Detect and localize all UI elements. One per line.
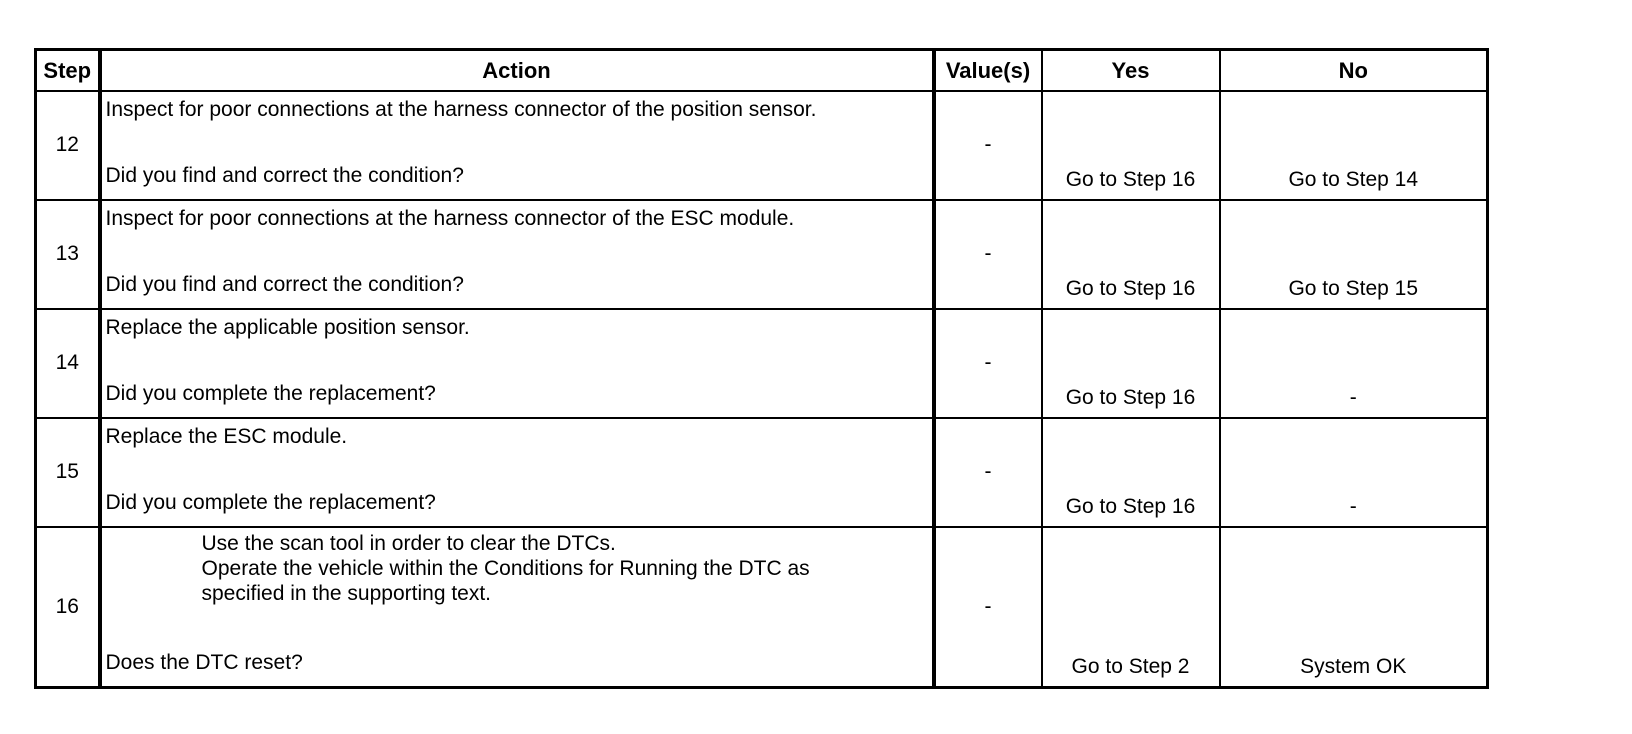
step-number: 12 xyxy=(36,91,100,200)
action-cell xyxy=(100,527,934,688)
action-question: Did you complete the replacement? xyxy=(105,491,436,515)
no-outcome: Go to Step 15 xyxy=(1220,200,1488,309)
table-row xyxy=(36,527,1488,688)
yes-outcome: Go to Step 16 xyxy=(1042,309,1220,418)
no-outcome: - xyxy=(1220,309,1488,418)
table-row xyxy=(36,309,1488,418)
value-cell: - xyxy=(934,527,1042,688)
value-cell: - xyxy=(934,418,1042,527)
step-number: 13 xyxy=(36,200,100,309)
no-outcome: System OK xyxy=(1220,527,1488,688)
action-cell xyxy=(100,418,934,527)
action-instruction: Replace the applicable position sensor. xyxy=(105,316,470,339)
yes-outcome: Go to Step 16 xyxy=(1042,91,1220,200)
no-outcome: - xyxy=(1220,418,1488,527)
header-action: Action xyxy=(100,50,934,92)
header-step: Step xyxy=(36,50,100,92)
action-question: Did you find and correct the condition? xyxy=(105,164,464,188)
action-instruction: Use the scan tool in order to clear the DTCs. xyxy=(201,532,616,555)
action-instruction: Replace the ESC module. xyxy=(105,425,348,448)
header-yes: Yes xyxy=(1042,50,1220,92)
header-values: Value(s) xyxy=(934,50,1042,92)
step-number: 16 xyxy=(36,527,100,688)
action-cell xyxy=(100,200,934,309)
step-number: 15 xyxy=(36,418,100,527)
yes-outcome: Go to Step 16 xyxy=(1042,200,1220,309)
value-cell: - xyxy=(934,200,1042,309)
action-question: Did you complete the replacement? xyxy=(105,382,436,406)
action-instruction-list xyxy=(106,528,928,606)
header-row xyxy=(36,50,1488,92)
action-cell xyxy=(100,91,934,200)
diagnostic-procedure-table xyxy=(34,48,1489,689)
table-row xyxy=(36,91,1488,200)
action-instruction: Operate the vehicle within the Conditions for Running the DTC as xyxy=(201,556,810,580)
action-instruction: Inspect for poor connections at the harness connector of the position sensor. xyxy=(105,98,817,121)
action-question: Does the DTC reset? xyxy=(105,651,303,675)
action-cell xyxy=(100,309,934,418)
no-outcome: Go to Step 14 xyxy=(1220,91,1488,200)
action-instruction: specified in the supporting text. xyxy=(201,581,492,605)
table-row xyxy=(36,200,1488,309)
table-row xyxy=(36,418,1488,527)
value-cell: - xyxy=(934,309,1042,418)
step-number: 14 xyxy=(36,309,100,418)
action-instruction: Inspect for poor connections at the harness connector of the ESC module. xyxy=(105,207,795,230)
yes-outcome: Go to Step 16 xyxy=(1042,418,1220,527)
value-cell: - xyxy=(934,91,1042,200)
action-question: Did you find and correct the condition? xyxy=(105,273,464,297)
yes-outcome: Go to Step 2 xyxy=(1042,527,1220,688)
header-no: No xyxy=(1220,50,1488,92)
